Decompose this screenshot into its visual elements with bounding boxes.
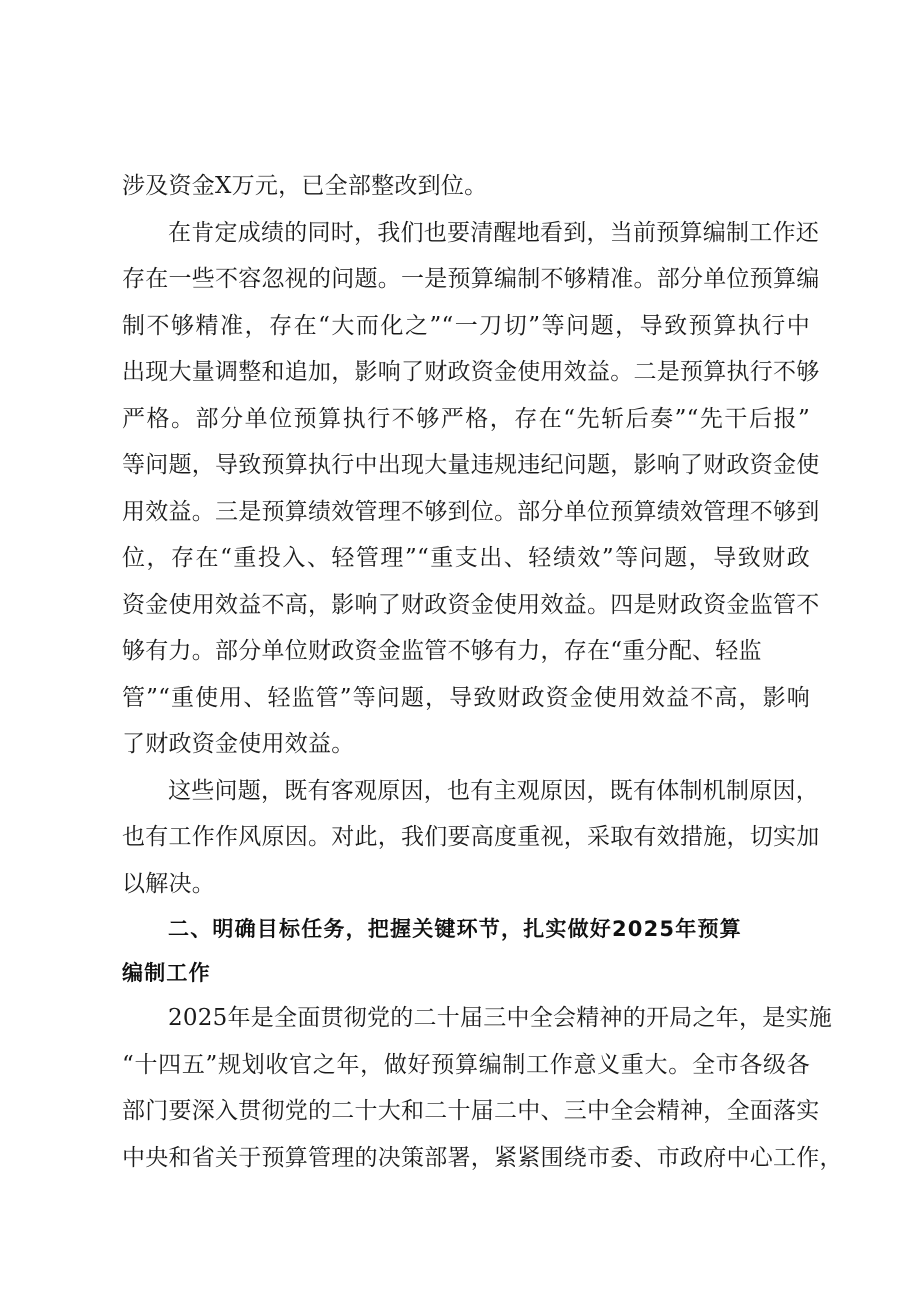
paragraph-problem-causes xyxy=(122,768,820,908)
text-line: 在肯定成绩的同时，我们也要清醒地看到，当前预算编制工作还 xyxy=(168,219,819,246)
text-line: 管”“重使用、轻监管”等问题，导致财政资金使用效益不高，影响 xyxy=(122,684,810,711)
text-line: 涉及资金X万元，已全部整改到位。 xyxy=(122,173,488,199)
text-line: 制不够精准，存在“大而化之”“一刀切”等问题，导致预算执行中 xyxy=(122,312,810,339)
text-line: 这些问题，既有客观原因，也有主观原因，既有体制机制原因， xyxy=(168,777,819,804)
text-line: 也有工作作风原因。对此，我们要高度重视，采取有效措施，切实加 xyxy=(122,824,820,850)
text-line: 用效益。三是预算绩效管理不够到位。部分单位预算绩效管理不够到 xyxy=(122,498,820,525)
text-line: 等问题，导致预算执行中出现大量违规违纪问题，影响了财政资金使 xyxy=(122,452,820,478)
paragraph-funds-rectified xyxy=(122,163,810,210)
text-line: 中央和省关于预算管理的决策部署，紧紧围绕市委、市政府中心工作， xyxy=(122,1144,843,1171)
heading-line: 二、明确目标任务，把握关键环节，扎实做好2025年预算 xyxy=(168,917,742,941)
document-page xyxy=(122,163,843,1181)
paragraph-budget-problems xyxy=(122,210,820,768)
text-line: 资金使用效益不高，影响了财政资金使用效益。四是财政资金监管不 xyxy=(122,591,820,618)
text-line: 位，存在“重投入、轻管理”“重支出、轻绩效”等问题，导致财政 xyxy=(122,545,810,571)
text-line: 部门要深入贯彻党的二十大和二十届二中、三中全会精神，全面落实 xyxy=(122,1098,820,1124)
text-line: 严格。部分单位预算执行不够严格，存在“先斩后奏”“先干后报” xyxy=(122,405,810,432)
text-line: 存在一些不容忽视的问题。一是预算编制不够精准。部分单位预算编 xyxy=(122,266,820,292)
text-line: “十四五”规划收官之年，做好预算编制工作意义重大。全市各级各 xyxy=(122,1051,810,1078)
section-heading-2 xyxy=(122,907,810,995)
paragraph-2025-budget xyxy=(122,995,843,1181)
text-line: 了财政资金使用效益。 xyxy=(122,731,355,757)
text-line: 出现大量调整和追加，影响了财政资金使用效益。二是预算执行不够 xyxy=(122,359,820,385)
text-line: 以解决。 xyxy=(122,870,215,897)
text-line: 够有力。部分单位财政资金监管不够有力，存在“重分配、轻监 xyxy=(122,638,762,664)
heading-line: 编制工作 xyxy=(122,961,211,985)
text-line: 2025年是全面贯彻党的二十届三中全会精神的开局之年，是实施 xyxy=(168,1005,833,1031)
